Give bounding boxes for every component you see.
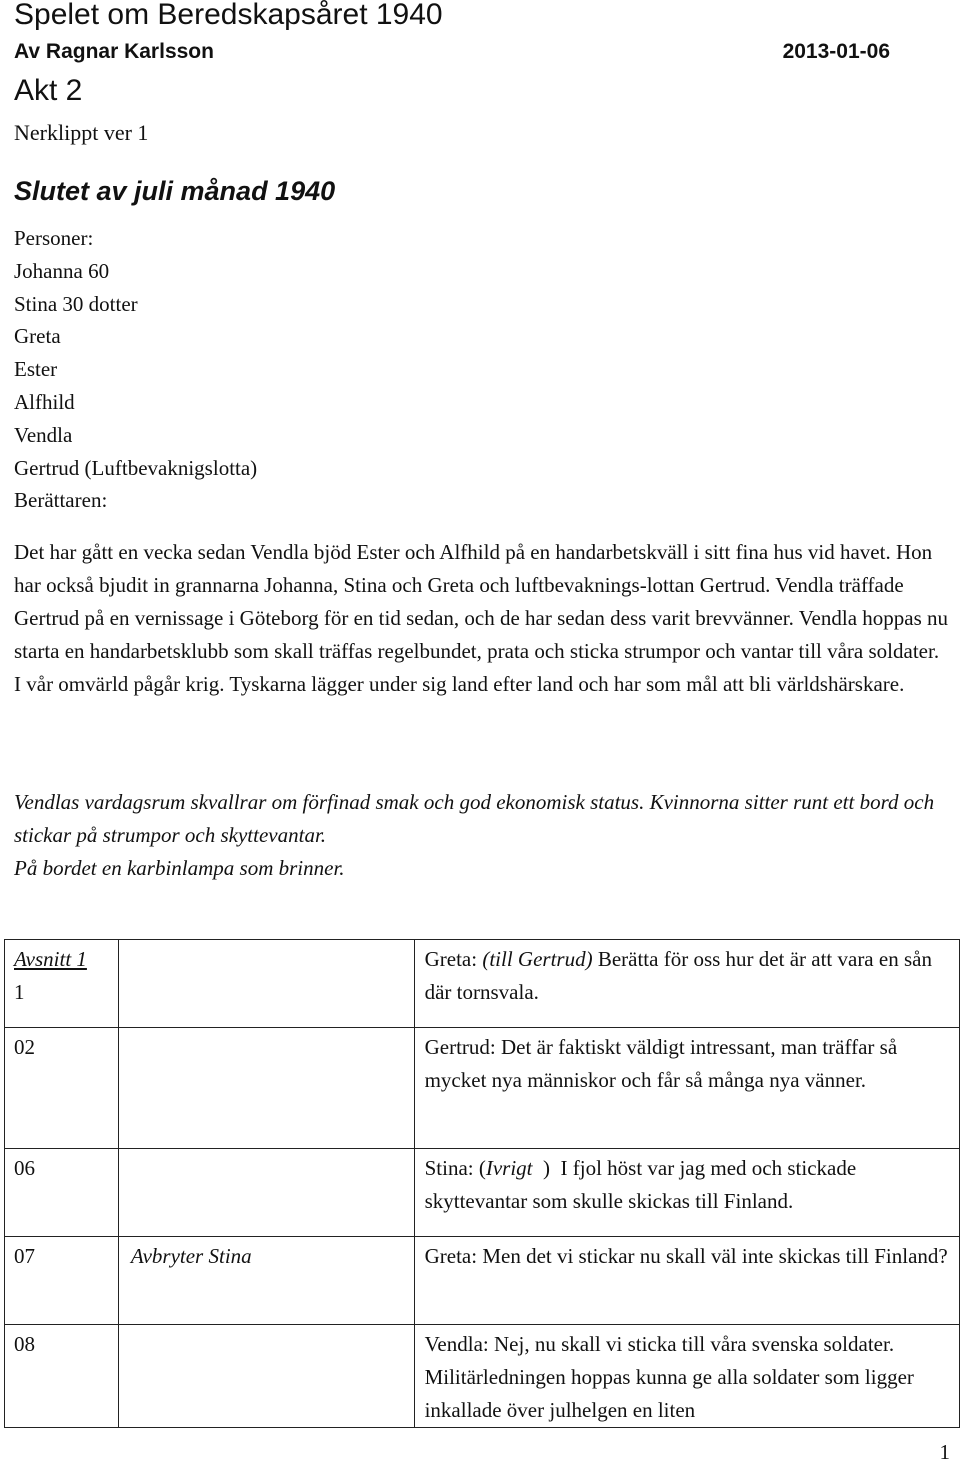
speaker: Gertrud: bbox=[424, 1035, 501, 1059]
speaker: Greta: bbox=[424, 1244, 483, 1268]
table-row bbox=[5, 1149, 960, 1237]
act-heading: Akt 2 bbox=[14, 74, 83, 107]
note-cell bbox=[118, 1028, 414, 1149]
byline bbox=[14, 40, 890, 64]
table-row bbox=[5, 1237, 960, 1325]
dialogue-cell bbox=[414, 1149, 959, 1237]
person-item: Gertrud (Luftbevaknigslotta) bbox=[14, 455, 258, 480]
document-title: Spelet om Beredskapsåret 1940 bbox=[14, 0, 443, 31]
person-item: Berättaren: bbox=[14, 488, 108, 513]
persons-list bbox=[14, 222, 257, 517]
note-cell bbox=[118, 940, 414, 1028]
dialogue-line: Men det vi stickar nu skall väl inte skickas till Finland? bbox=[482, 1244, 948, 1268]
cue-number: 06 bbox=[5, 1149, 119, 1237]
dialogue-cell bbox=[414, 1237, 959, 1325]
dialogue-line: Det är faktiskt väldigt intressant, man träffar så mycket nya människor och får så många nya vänner. bbox=[424, 1035, 898, 1092]
script-table bbox=[4, 939, 960, 1428]
person-item: Alfhild bbox=[14, 389, 75, 414]
person-item: Vendla bbox=[14, 422, 73, 447]
intro-text bbox=[14, 536, 954, 701]
table-row bbox=[5, 940, 960, 1028]
persons-heading: Personer: bbox=[14, 226, 94, 250]
speaker: Vendla: bbox=[424, 1332, 494, 1356]
direction: (till Gertrud) bbox=[482, 947, 593, 971]
version-label: Nerklippt ver 1 bbox=[14, 120, 149, 145]
speaker: Stina: ( bbox=[424, 1156, 486, 1180]
person-item: Johanna 60 bbox=[14, 258, 110, 283]
stage-direction: På bordet en karbinlampa som brinner. bbox=[14, 856, 345, 880]
dialogue-cell bbox=[414, 940, 959, 1028]
cue-number: 02 bbox=[5, 1028, 119, 1149]
dialogue-line: ) I fjol höst var jag med och stickade skyttevantar som skulle skickas till Finland. bbox=[424, 1156, 862, 1213]
speaker: Greta: bbox=[424, 947, 483, 971]
dialogue-line: Berätta för oss hur det är att vara en sån där tornsvala. bbox=[424, 947, 932, 1004]
author: Av Ragnar Karlsson bbox=[14, 40, 214, 63]
dialogue-cell bbox=[414, 1325, 959, 1428]
person-item: Greta bbox=[14, 324, 61, 349]
dialogue-line: Nej, nu skall vi sticka till våra svenska soldater. Militärledningen hoppas kunna ge alla soldater som ligger inkallade över julhelgen en liten bbox=[424, 1332, 914, 1422]
intro-paragraph: Det har gått en vecka sedan Vendla bjöd Ester och Alfhild på en handarbetskväll i sitt fina hus vid havet. Hon har också bjudit in grannarna Johanna, Stina och Greta och luftbevaknings-lottan Gertrud. Vendla träffade Gertrud på en vernissage i Göteborg för en tid sedan, och de har sedan dess varit brevvänner. Vendla hoppas nu starta en handarbetsklubb som skall träffas regelbundet, prata och sticka strumpor och vantar till våra soldater. bbox=[14, 540, 949, 663]
table-row bbox=[5, 1028, 960, 1149]
person-item: Stina 30 dotter bbox=[14, 291, 138, 316]
note-cell: Avbryter Stina bbox=[118, 1237, 414, 1325]
cue-number: 1 bbox=[14, 980, 25, 1004]
dialogue-cell bbox=[414, 1028, 959, 1149]
direction: Ivrigt bbox=[485, 1156, 533, 1180]
stage-directions bbox=[14, 786, 954, 885]
intro-paragraph: I vår omvärld pågår krig. Tyskarna lägger under sig land efter land och har som mål att bli världshärskare. bbox=[14, 672, 905, 696]
document-date: 2013-01-06 bbox=[782, 40, 890, 63]
cue-cell bbox=[5, 940, 119, 1028]
table-row bbox=[5, 1325, 960, 1428]
cue-number: 08 bbox=[5, 1325, 119, 1428]
note-cell bbox=[118, 1325, 414, 1428]
stage-direction: Vendlas vardagsrum skvallrar om förfinad smak och god ekonomisk status. Kvinnorna sitter runt ett bord och stickar på strumpor och skyttevantar. bbox=[14, 790, 935, 847]
cue-number: 07 bbox=[5, 1237, 119, 1325]
person-item: Ester bbox=[14, 357, 58, 382]
section-title: Slutet av juli månad 1940 bbox=[14, 176, 336, 206]
section-label: Avsnitt 1 bbox=[14, 947, 87, 971]
note-cell bbox=[118, 1149, 414, 1237]
page-number: 1 bbox=[939, 1440, 950, 1464]
